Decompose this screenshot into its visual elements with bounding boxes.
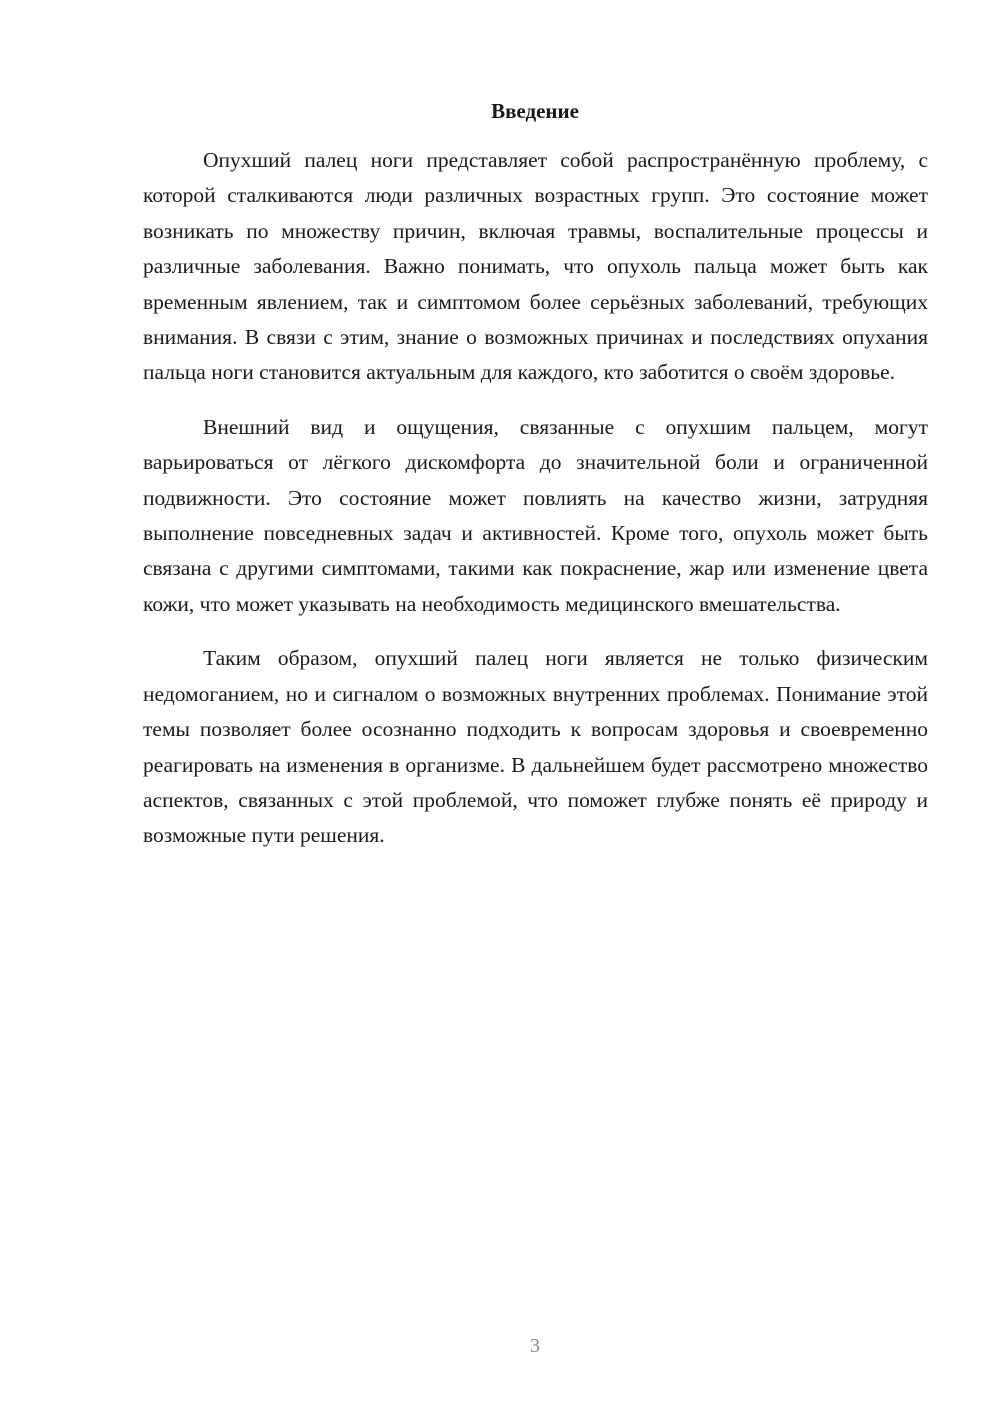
- page-number: 3: [530, 1335, 540, 1357]
- body-text: [143, 143, 928, 873]
- paragraph-3: Таким образом, опухший палец ноги является не только физическим недомоганием, но и сигналом о возможных внутренних проблемах. Понимание этой темы позволяет более осознанно подходить к вопросам здоровья и своевременно реагировать на изменения в организме. В дальнейшем будет рассмотрено множество аспектов, связанных с этой проблемой, что поможет глубже понять её природу и возможные пути решения.: [143, 646, 928, 848]
- paragraph-2: Внешний вид и ощущения, связанные с опухшим пальцем, могут варьироваться от лёгкого дискомфорта до значительной боли и ограниченной подвижности. Это состояние может повлиять на качество жизни, затрудняя выполнение повседневных задач и активностей. Кроме того, опухоль может быть связана с другими симптомами, такими как покраснение, жар или изменение цвета кожи, что может указывать на необходимость медицинского вмешательства.: [143, 414, 928, 616]
- section-heading: Введение: [491, 99, 579, 123]
- paragraph-1: Опухший палец ноги представляет собой распространённую проблему, с которой сталкиваются люди различных возрастных групп. Это состояние может возникать по множеству причин, включая травмы, воспалительные процессы и различные заболевания. Важно понимать, что опухоль пальца может быть как временным явлением, так и симптомом более серьёзных заболеваний, требующих внимания. В связи с этим, знание о возможных причинах и последствиях опухания пальца ноги становится актуальным для каждого, кто заботится о своём здоровье.: [143, 148, 928, 385]
